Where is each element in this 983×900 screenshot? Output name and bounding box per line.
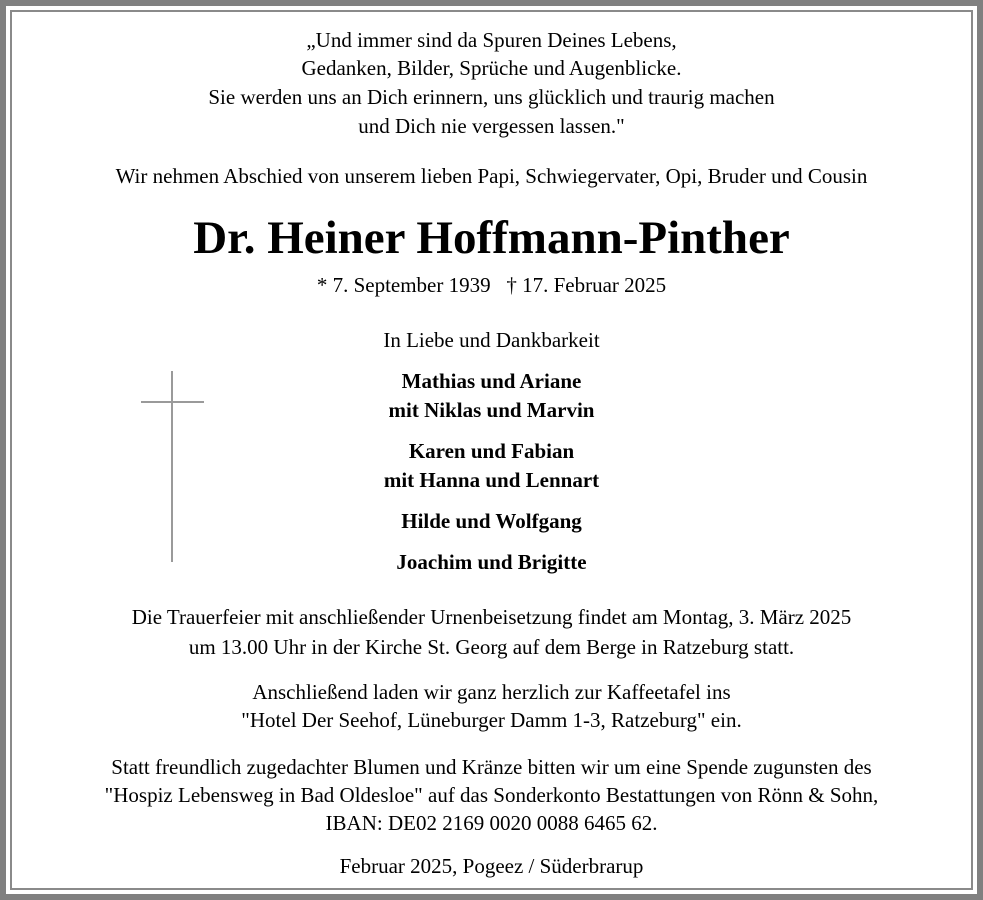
donation-line: IBAN: DE02 2169 0020 0088 6465 62. (325, 811, 658, 835)
life-dates: * 7. September 1939 † 17. Februar 2025 (316, 273, 667, 297)
mourner-line: Karen und Fabian (408, 439, 575, 463)
mourner-line: mit Hanna und Lennart (383, 468, 600, 492)
footer-place-date: Februar 2025, Pogeez / Süderbrarup (339, 854, 644, 878)
mourner-line: Hilde und Wolfgang (401, 509, 582, 533)
mourner-line: Mathias und Ariane (401, 369, 582, 393)
donation-line: "Hospiz Lebensweg in Bad Oldesloe" auf das Sonderkonto Bestattungen von Rönn & Sohn, (104, 783, 879, 807)
reception-line: "Hotel Der Seehof, Lüneburger Damm 1-3, Ratzeburg" ein. (241, 708, 742, 732)
mourner-line: Joachim und Brigitte (396, 550, 587, 574)
donation-line: Statt freundlich zugedachter Blumen und Kränze bitten wir um eine Spende zugunsten des (111, 755, 872, 779)
poem-line: Sie werden uns an Dich erinnern, uns glücklich und traurig machen (208, 85, 775, 109)
mourner-line: mit Niklas und Marvin (388, 398, 595, 422)
poem-line: Gedanken, Bilder, Sprüche und Augenblicke. (301, 56, 682, 80)
ceremony-line: Die Trauerfeier mit anschließender Urnenbeisetzung findet am Montag, 3. März 2025 (131, 605, 852, 629)
intro-text: Wir nehmen Abschied von unserem lieben Papi, Schwiegervater, Opi, Bruder und Cousin (115, 164, 868, 188)
poem-line: „Und immer sind da Spuren Deines Lebens, (306, 28, 677, 52)
poem-line: und Dich nie vergessen lassen." (358, 114, 625, 138)
gratitude-text: In Liebe und Dankbarkeit (383, 328, 600, 352)
reception-line: Anschließend laden wir ganz herzlich zur Kaffeetafel ins (252, 680, 731, 704)
deceased-name: Dr. Heiner Hoffmann-Pinther (193, 212, 790, 264)
ceremony-line: um 13.00 Uhr in der Kirche St. Georg auf dem Berge in Ratzeburg statt. (188, 635, 795, 659)
